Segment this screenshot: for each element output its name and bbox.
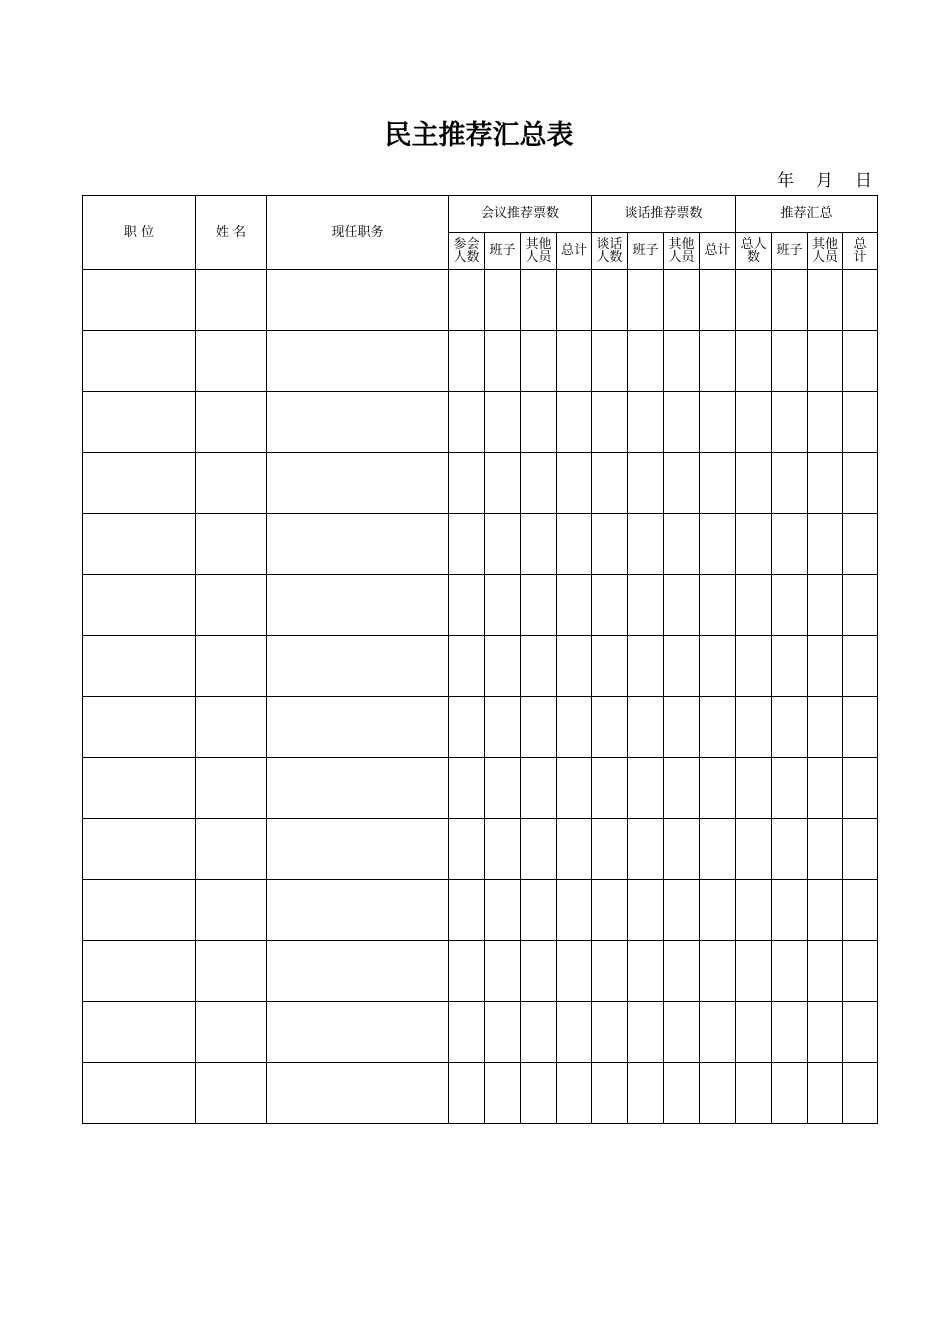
table-cell[interactable] <box>700 270 736 331</box>
table-cell[interactable] <box>196 758 267 819</box>
table-cell[interactable] <box>521 575 557 636</box>
table-cell[interactable] <box>521 270 557 331</box>
table-cell[interactable] <box>485 453 521 514</box>
table-cell[interactable] <box>664 880 700 941</box>
table-cell[interactable] <box>736 819 772 880</box>
table-cell[interactable] <box>521 453 557 514</box>
table-cell[interactable] <box>808 636 843 697</box>
table-cell[interactable] <box>772 697 808 758</box>
table-cell[interactable] <box>628 697 664 758</box>
table-cell[interactable] <box>196 697 267 758</box>
header-row-1 <box>83 196 878 233</box>
table-row <box>83 880 878 941</box>
table-cell[interactable] <box>843 880 878 941</box>
table-cell[interactable] <box>700 1063 736 1124</box>
table-cell[interactable] <box>485 392 521 453</box>
table-cell[interactable] <box>628 270 664 331</box>
table-cell[interactable] <box>700 453 736 514</box>
table-cell[interactable] <box>83 697 196 758</box>
table-cell[interactable] <box>557 331 592 392</box>
table-cell[interactable] <box>521 819 557 880</box>
table-cell[interactable] <box>843 575 878 636</box>
table-cell[interactable] <box>83 758 196 819</box>
table-cell[interactable] <box>267 575 449 636</box>
table-cell[interactable] <box>83 1063 196 1124</box>
table-cell[interactable] <box>557 819 592 880</box>
table-cell[interactable] <box>196 880 267 941</box>
table-cell[interactable] <box>700 697 736 758</box>
table-cell[interactable] <box>557 880 592 941</box>
form-title: 民主推荐汇总表 <box>384 120 574 151</box>
table-cell[interactable] <box>196 514 267 575</box>
table-cell[interactable] <box>521 758 557 819</box>
date-year-label: 年 <box>777 171 794 191</box>
table-cell[interactable] <box>485 575 521 636</box>
table-cell[interactable] <box>736 758 772 819</box>
table-cell[interactable] <box>843 1002 878 1063</box>
table-cell[interactable] <box>628 880 664 941</box>
table-cell[interactable] <box>557 697 592 758</box>
table-cell[interactable] <box>485 331 521 392</box>
recommendation-summary-table <box>82 195 878 1124</box>
table-cell[interactable] <box>592 392 628 453</box>
table-cell[interactable] <box>736 880 772 941</box>
table-row <box>83 636 878 697</box>
table-cell[interactable] <box>700 514 736 575</box>
table-cell[interactable] <box>736 941 772 1002</box>
subheader-talk-leadership: 班子 <box>628 233 664 270</box>
table-cell[interactable] <box>772 1063 808 1124</box>
table-cell[interactable] <box>485 636 521 697</box>
table-cell[interactable] <box>700 758 736 819</box>
table-cell[interactable] <box>664 270 700 331</box>
table-cell[interactable] <box>772 880 808 941</box>
table-cell[interactable] <box>557 941 592 1002</box>
table-cell[interactable] <box>83 575 196 636</box>
table-cell[interactable] <box>628 575 664 636</box>
table-cell[interactable] <box>808 331 843 392</box>
table-cell[interactable] <box>628 758 664 819</box>
table-cell[interactable] <box>83 636 196 697</box>
table-cell[interactable] <box>628 1002 664 1063</box>
table-cell[interactable] <box>664 636 700 697</box>
table-cell[interactable] <box>592 880 628 941</box>
table-cell[interactable] <box>267 941 449 1002</box>
subheader-summary-leadership: 班子 <box>772 233 808 270</box>
table-cell[interactable] <box>485 270 521 331</box>
table-cell[interactable] <box>700 819 736 880</box>
table-cell[interactable] <box>700 331 736 392</box>
subheader-meeting-others: 其他 人员 <box>521 233 557 270</box>
table-cell[interactable] <box>592 636 628 697</box>
table-row <box>83 392 878 453</box>
table-cell[interactable] <box>449 1002 485 1063</box>
table-cell[interactable] <box>449 514 485 575</box>
table-cell[interactable] <box>449 697 485 758</box>
table-cell[interactable] <box>83 453 196 514</box>
table-cell[interactable] <box>267 697 449 758</box>
table-row <box>83 270 878 331</box>
table-cell[interactable] <box>664 758 700 819</box>
subheader-meeting-leadership: 班子 <box>485 233 521 270</box>
table-cell[interactable] <box>267 758 449 819</box>
table-cell[interactable] <box>449 575 485 636</box>
table-row <box>83 941 878 1002</box>
table-cell[interactable] <box>196 331 267 392</box>
table-cell[interactable] <box>664 453 700 514</box>
table-cell[interactable] <box>808 941 843 1002</box>
table-cell[interactable] <box>628 1063 664 1124</box>
table-cell[interactable] <box>808 453 843 514</box>
table-cell[interactable] <box>485 880 521 941</box>
table-cell[interactable] <box>449 758 485 819</box>
table-cell[interactable] <box>557 1002 592 1063</box>
table-cell[interactable] <box>772 636 808 697</box>
table-row <box>83 453 878 514</box>
table-cell[interactable] <box>449 453 485 514</box>
table-cell[interactable] <box>449 941 485 1002</box>
table-cell[interactable] <box>736 270 772 331</box>
table-cell[interactable] <box>592 758 628 819</box>
table-cell[interactable] <box>267 880 449 941</box>
table-row <box>83 575 878 636</box>
table-cell[interactable] <box>485 1063 521 1124</box>
table-row <box>83 758 878 819</box>
subheader-summary-others: 其他 人员 <box>808 233 843 270</box>
table-cell[interactable] <box>592 941 628 1002</box>
table-cell[interactable] <box>521 697 557 758</box>
table-cell[interactable] <box>521 1063 557 1124</box>
table-cell[interactable] <box>664 1002 700 1063</box>
table-cell[interactable] <box>736 392 772 453</box>
table-cell[interactable] <box>485 758 521 819</box>
subheader-meeting-total: 总计 <box>557 233 592 270</box>
table-cell[interactable] <box>843 331 878 392</box>
table-cell[interactable] <box>83 941 196 1002</box>
table-cell[interactable] <box>557 758 592 819</box>
table-cell[interactable] <box>772 453 808 514</box>
subheader-summary-total-people: 总人 数 <box>736 233 772 270</box>
table-cell[interactable] <box>449 1063 485 1124</box>
table-cell[interactable] <box>196 819 267 880</box>
table-cell[interactable] <box>736 331 772 392</box>
table-cell[interactable] <box>772 331 808 392</box>
table-cell[interactable] <box>628 514 664 575</box>
table-row <box>83 1002 878 1063</box>
table-cell[interactable] <box>808 392 843 453</box>
table-cell[interactable] <box>700 636 736 697</box>
table-cell[interactable] <box>808 697 843 758</box>
table-cell[interactable] <box>700 941 736 1002</box>
table-cell[interactable] <box>736 514 772 575</box>
table-cell[interactable] <box>267 819 449 880</box>
table-cell[interactable] <box>736 453 772 514</box>
table-cell[interactable] <box>485 941 521 1002</box>
table-cell[interactable] <box>196 1063 267 1124</box>
table-cell[interactable] <box>664 819 700 880</box>
header-current-post: 现任职务 <box>267 196 449 270</box>
table-cell[interactable] <box>772 514 808 575</box>
table-cell[interactable] <box>521 1002 557 1063</box>
table-cell[interactable] <box>843 758 878 819</box>
table-cell[interactable] <box>592 514 628 575</box>
table-cell[interactable] <box>628 819 664 880</box>
subheader-meeting-attendees: 参会 人数 <box>449 233 485 270</box>
table-cell[interactable] <box>485 697 521 758</box>
table-cell[interactable] <box>83 270 196 331</box>
header-name: 姓 名 <box>196 196 267 270</box>
table-cell[interactable] <box>557 575 592 636</box>
table-cell[interactable] <box>267 636 449 697</box>
table-cell[interactable] <box>521 514 557 575</box>
table-cell[interactable] <box>449 880 485 941</box>
table-row <box>83 1063 878 1124</box>
table-cell[interactable] <box>736 1002 772 1063</box>
table-cell[interactable] <box>521 636 557 697</box>
table-cell[interactable] <box>843 1063 878 1124</box>
table-cell[interactable] <box>557 636 592 697</box>
table-cell[interactable] <box>843 636 878 697</box>
subheader-talk-count: 谈话 人数 <box>592 233 628 270</box>
table-cell[interactable] <box>700 880 736 941</box>
table-cell[interactable] <box>83 1002 196 1063</box>
table-cell[interactable] <box>772 575 808 636</box>
table-cell[interactable] <box>557 1063 592 1124</box>
table-cell[interactable] <box>843 941 878 1002</box>
table-cell[interactable] <box>83 880 196 941</box>
table-cell[interactable] <box>843 514 878 575</box>
table-cell[interactable] <box>808 270 843 331</box>
table-cell[interactable] <box>521 941 557 1002</box>
table-cell[interactable] <box>267 1002 449 1063</box>
table-row <box>83 514 878 575</box>
table-cell[interactable] <box>267 1063 449 1124</box>
table-cell[interactable] <box>592 819 628 880</box>
table-cell[interactable] <box>843 697 878 758</box>
table-cell[interactable] <box>808 758 843 819</box>
table-cell[interactable] <box>628 331 664 392</box>
table-cell[interactable] <box>521 392 557 453</box>
table-cell[interactable] <box>267 392 449 453</box>
table-cell[interactable] <box>700 575 736 636</box>
table-cell[interactable] <box>196 270 267 331</box>
table-cell[interactable] <box>592 697 628 758</box>
table-cell[interactable] <box>808 1063 843 1124</box>
table-cell[interactable] <box>521 880 557 941</box>
table-cell[interactable] <box>843 453 878 514</box>
header-talk-votes: 谈话推荐票数 <box>592 196 736 233</box>
table-cell[interactable] <box>808 1002 843 1063</box>
table-cell[interactable] <box>808 819 843 880</box>
table-cell[interactable] <box>843 819 878 880</box>
table-cell[interactable] <box>485 819 521 880</box>
table-cell[interactable] <box>664 392 700 453</box>
table-cell[interactable] <box>843 270 878 331</box>
table-cell[interactable] <box>449 819 485 880</box>
header-summary: 推荐汇总 <box>736 196 878 233</box>
table-cell[interactable] <box>772 392 808 453</box>
table-cell[interactable] <box>628 941 664 1002</box>
table-cell[interactable] <box>592 575 628 636</box>
table-row <box>83 331 878 392</box>
table-cell[interactable] <box>592 1002 628 1063</box>
table-cell[interactable] <box>196 636 267 697</box>
table-cell[interactable] <box>808 575 843 636</box>
table-cell[interactable] <box>83 392 196 453</box>
table-cell[interactable] <box>592 331 628 392</box>
subheader-talk-others: 其他 人员 <box>664 233 700 270</box>
table-cell[interactable] <box>592 270 628 331</box>
table-cell[interactable] <box>557 270 592 331</box>
table-cell[interactable] <box>664 697 700 758</box>
table-cell[interactable] <box>808 514 843 575</box>
table-cell[interactable] <box>196 392 267 453</box>
table-cell[interactable] <box>843 392 878 453</box>
table-cell[interactable] <box>521 331 557 392</box>
table-cell[interactable] <box>736 697 772 758</box>
table-cell[interactable] <box>196 941 267 1002</box>
table-cell[interactable] <box>664 514 700 575</box>
table-cell[interactable] <box>196 1002 267 1063</box>
table-cell[interactable] <box>772 1002 808 1063</box>
table-row <box>83 697 878 758</box>
table-cell[interactable] <box>808 880 843 941</box>
table-cell[interactable] <box>83 331 196 392</box>
date-day-label: 日 <box>855 171 872 191</box>
table-cell[interactable] <box>700 1002 736 1063</box>
table-cell[interactable] <box>772 270 808 331</box>
table-cell[interactable] <box>449 270 485 331</box>
table-row <box>83 819 878 880</box>
table-cell[interactable] <box>267 331 449 392</box>
table-cell[interactable] <box>736 636 772 697</box>
table-cell[interactable] <box>592 1063 628 1124</box>
date-month-label: 月 <box>816 171 833 191</box>
table-cell[interactable] <box>664 1063 700 1124</box>
table-cell[interactable] <box>449 636 485 697</box>
table-cell[interactable] <box>628 392 664 453</box>
table-cell[interactable] <box>557 514 592 575</box>
table-cell[interactable] <box>664 575 700 636</box>
table-cell[interactable] <box>700 392 736 453</box>
table-cell[interactable] <box>772 941 808 1002</box>
table-cell[interactable] <box>628 636 664 697</box>
table-cell[interactable] <box>736 1063 772 1124</box>
table-cell[interactable] <box>557 453 592 514</box>
table-cell[interactable] <box>449 392 485 453</box>
table-cell[interactable] <box>557 392 592 453</box>
table-cell[interactable] <box>772 819 808 880</box>
table-cell[interactable] <box>267 270 449 331</box>
table-cell[interactable] <box>628 453 664 514</box>
table-cell[interactable] <box>485 1002 521 1063</box>
table-cell[interactable] <box>83 514 196 575</box>
table-cell[interactable] <box>196 453 267 514</box>
subheader-summary-total: 总 计 <box>843 233 878 270</box>
header-position: 职 位 <box>83 196 196 270</box>
table-cell[interactable] <box>196 575 267 636</box>
table-cell[interactable] <box>267 453 449 514</box>
table-cell[interactable] <box>664 941 700 1002</box>
table-cell[interactable] <box>485 514 521 575</box>
table-cell[interactable] <box>267 514 449 575</box>
table-cell[interactable] <box>592 453 628 514</box>
subheader-talk-total: 总计 <box>700 233 736 270</box>
table-cell[interactable] <box>449 331 485 392</box>
table-cell[interactable] <box>772 758 808 819</box>
table-cell[interactable] <box>83 819 196 880</box>
table-cell[interactable] <box>736 575 772 636</box>
header-meeting-votes: 会议推荐票数 <box>449 196 592 233</box>
table-cell[interactable] <box>664 331 700 392</box>
